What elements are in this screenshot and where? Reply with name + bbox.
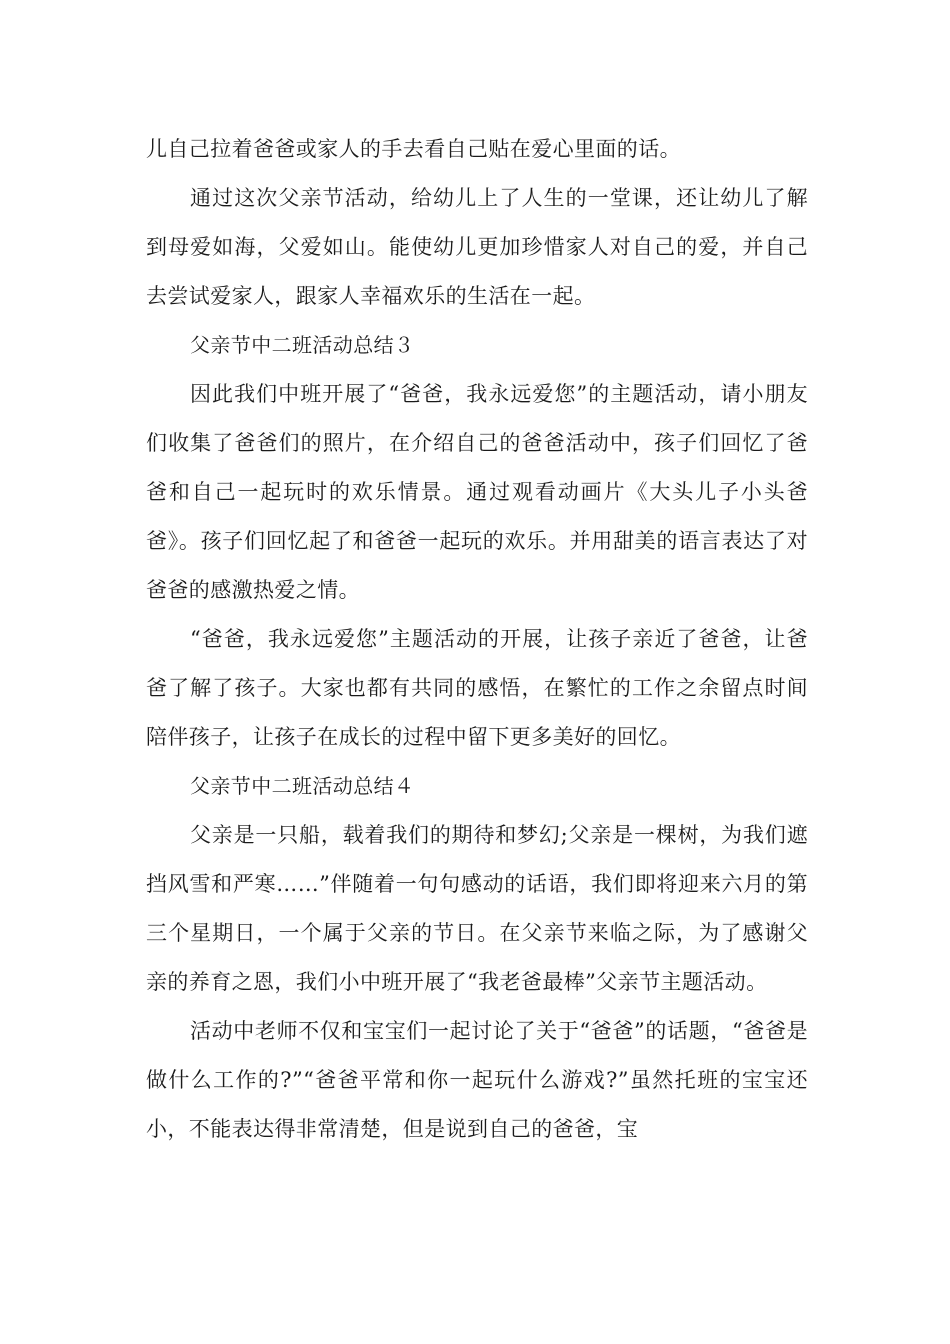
paragraph: 活动中老师不仅和宝宝们一起讨论了关于“爸爸”的话题，“爸爸是做什么工作的?”“爸爸平常和你一起玩什么游戏?”虽然托班的宝宝还小，不能表达得非常清楚，但是说到自己的爸爸，宝 [146,1019,808,1141]
paragraph: 通过这次父亲节活动，给幼儿上了人生的一堂课，还让幼儿了解到母爱如海，父爱如山。能使幼儿更加珍惜家人对自己的爱，并自己去尝试爱家人，跟家人幸福欢乐的生活在一起。 [146,186,808,308]
document-body [146,125,808,1154]
paragraph-continuation: 儿自己拉着爸爸或家人的手去看自己贴在爱心里面的话。 [146,137,681,161]
section-heading: 父亲节中二班活动总结４ [190,774,415,798]
paragraph: 父亲是一只船，载着我们的期待和梦幻;父亲是一棵树，为我们遮挡风雪和严寒……”伴随着一句句感动的话语，我们即将迎来六月的第三个星期日，一个属于父亲的节日。在父亲节来临之际，为了感谢父亲的养育之恩，我们小中班开展了“我老爸最棒”父亲节主题活动。 [146,823,808,994]
paragraph: “爸爸，我永远爱您”主题活动的开展，让孩子亲近了爸爸，让爸爸了解了孩子。大家也都有共同的感悟，在繁忙的工作之余留点时间陪伴孩子，让孩子在成长的过程中留下更多美好的回忆。 [146,627,808,749]
section-heading: 父亲节中二班活动总结３ [190,333,415,357]
paragraph: 因此我们中班开展了“爸爸，我永远爱您”的主题活动，请小朋友们收集了爸爸们的照片，在介绍自己的爸爸活动中，孩子们回忆了爸爸和自己一起玩时的欢乐情景。通过观看动画片《大头儿子小头爸爸》。孩子们回忆起了和爸爸一起玩的欢乐。并用甜美的语言表达了对爸爸的感激热爱之情。 [146,382,808,602]
